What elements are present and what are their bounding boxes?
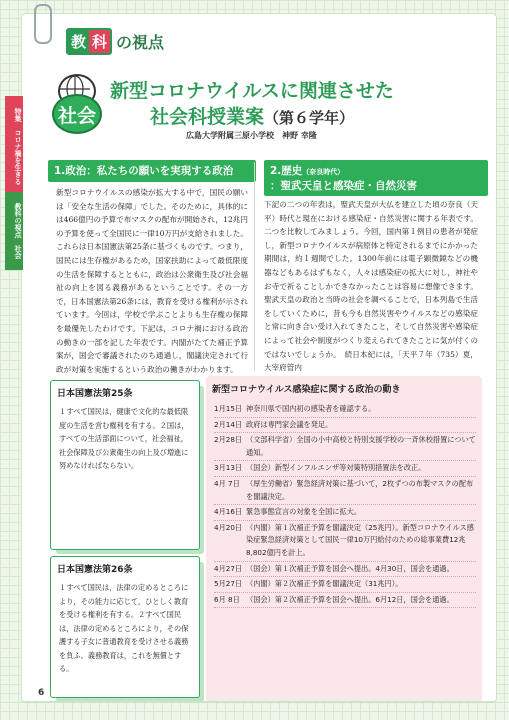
timeline-desc: （内閣）第２次補正予算を閣議決定（31兆円）。 — [246, 579, 403, 589]
section2-heading-part2: ：聖武天皇と感染症・自然災害 — [270, 180, 417, 192]
section1-heading: 1.政治：私たちの願いを実現する政治 — [48, 160, 256, 182]
timeline-date: 4月16日 — [214, 507, 243, 517]
politics-timeline-box — [206, 376, 482, 702]
law26-text: １すべて国民は，法律の定めるところにより，その能力に応じて，ひとしく教育を受ける権利を有する。２すべて国民は，法律の定めるところにより，その保護する子女に普通教育を受けさせる義務を負ふ。義務教育は，これを無償とする。 — [59, 583, 189, 673]
timeline-date: 4月27日 — [214, 563, 243, 573]
author-line: 広島大学附属三原小学校 神野 幸隆 — [186, 131, 317, 140]
timeline-desc: （国会）新型インフルエンザ等対策特別措置法を改正。 — [246, 463, 426, 473]
timeline-row — [214, 477, 476, 505]
subject-char-1: 教 — [68, 30, 89, 53]
section2-heading-era: （奈良時代） — [302, 168, 345, 176]
law25-text: １すべて国民は，健康で文化的な最低限度の生活を営む権利を有する。２国は，すべての生活部面について，社会福祉，社会保障及び公衆衛生の向上及び増進に努めなければならない。 — [59, 407, 189, 470]
article-title-line1: 新型コロナウイルスに関連させた — [110, 80, 394, 102]
timeline-row — [214, 577, 476, 593]
footer-rule — [22, 701, 496, 702]
timeline-desc: 神奈川県で国内初の感染者を確認する。 — [246, 404, 376, 413]
section1-body: 新型コロナウイルスの感染が拡大する中で，国民の願いは「安全な生活の保障」でした。そのために，具体的には466億円の予算で布マスクの配布が開始され，12兆円の予算を使って全国民に一律10万円が支給されました。これらは日本国憲法第25条に基づくものです。つまり，国民には生存権があるため，国家扶助によって最低限度の生活を保障するとともに，政治は公衆衛生及び社会福祉の向上を図る義務があるということです。その一方で，日本国憲法第26条には，教育を受ける権利が示されています。今回は，学校で学ぶことよりも生存権の保障を最優先したわけです。下記は，コロナ禍における政治の動きの一部を記した年表です。内閣がたてた補正予算案が，国会で審議されたのち通過し，閣議決定されて行政が対策を実施するという政治の働きがわかります。 — [56, 188, 248, 374]
timeline-row — [214, 461, 476, 477]
timeline-row — [214, 505, 476, 521]
timeline-row — [214, 562, 476, 578]
article-title-line2 — [150, 102, 354, 129]
timeline-row — [214, 418, 476, 434]
timeline-row — [214, 433, 476, 461]
title-main: 社会科授業案 — [150, 106, 265, 128]
timeline-row — [214, 521, 476, 562]
timeline-desc: （文部科学省）全国の小中高校と特別支援学校の一斉休校措置について通知。 — [246, 435, 476, 457]
law26-box — [50, 556, 200, 698]
paper-clip-icon — [34, 4, 52, 44]
law26-title: 日本国憲法第26条 — [57, 565, 133, 575]
timeline-date: 4月20日 — [214, 522, 243, 532]
timeline-desc: （国会）第１次補正予算を国会へ提出。4月30日，国会を通過。 — [246, 563, 454, 573]
politics-list — [214, 402, 476, 608]
timeline-desc: （内閣）第１次補正予算を閣議決定（25兆円）。新型コロナウイルス感染症緊急経済対策として国民一律10万円給付のための総事業費12兆8,802億円を計上。 — [246, 522, 474, 557]
timeline-date: 5月27日 — [214, 579, 243, 589]
timeline-date: 4月 7日 — [214, 478, 240, 488]
subject-badge: 社会 — [52, 94, 102, 134]
side-tab-viewpoint: 教科の視点 社会 — [5, 192, 23, 270]
timeline-date: 2月28日 — [214, 435, 243, 445]
label-suffix: の視点 — [116, 32, 165, 52]
timeline-desc: （厚生労働省）緊急経済対策に基づいて，2枚ずつの布製マスクの配布を閣議決定。 — [246, 478, 474, 501]
timeline-date: 1月15日 — [214, 404, 243, 413]
politics-title: 新型コロナウイルス感染症に関する政治の動き — [212, 385, 401, 395]
side-tab-feature: 特集 コロナ禍を生きる — [5, 96, 23, 196]
timeline-desc: （国会）第２次補正予算を国会へ提出。6月12日，国会を通過。 — [246, 594, 454, 604]
law25-title: 日本国憲法第25条 — [57, 389, 133, 399]
column-divider — [254, 162, 255, 370]
timeline-row — [214, 402, 476, 418]
timeline-desc: 政府は専門家会議を発足。 — [246, 419, 333, 429]
title-grade: （第６学年） — [264, 109, 355, 127]
timeline-date: 6月 8日 — [214, 594, 240, 604]
timeline-desc: 緊急事態宣言の対象を全国に拡大。 — [246, 507, 362, 517]
page-number: 6 — [38, 688, 45, 698]
section2-heading-part1: 2.歴史 — [270, 165, 303, 177]
law25-box — [50, 380, 200, 550]
subject-char-2: 科 — [89, 30, 110, 53]
section-label — [66, 30, 164, 52]
section2-body: 下記の二つの年表は，聖武天皇が大仏を建立した頃の奈良（天平）時代と現在における感染症・自然災害に関する年表です。二つを比較してみましょう。今回，国内第１例目の患者が発症し，新型コロナウイルスが病原体と特定されるまでにかかった期間は，約１週間でした。1300年前には電子顕微鏡などの機器などもあるはずもなく，人々は感染症の拡大に対し，神社やお寺で祈ることしかできなかったことは容易に想像できます。聖武天皇の政治と当時の社会を調べることで，日本列島で生活をしていくために，昔も今も自然災害やウイルスなどの感染症と常に向き合い受け入れてきたこと，そして自然災害や感染症によって社会や制度がつくり変えられてきたことに気が付くのではないでしょうか。 続日本紀には，「天平７年（735）夏，大宰府管内 — [264, 200, 478, 373]
timeline-date: 3月13日 — [214, 463, 243, 473]
section2-heading — [264, 160, 488, 196]
timeline-row — [214, 593, 476, 609]
subject-label-box — [66, 28, 112, 55]
timeline-date: 2月14日 — [214, 419, 243, 429]
